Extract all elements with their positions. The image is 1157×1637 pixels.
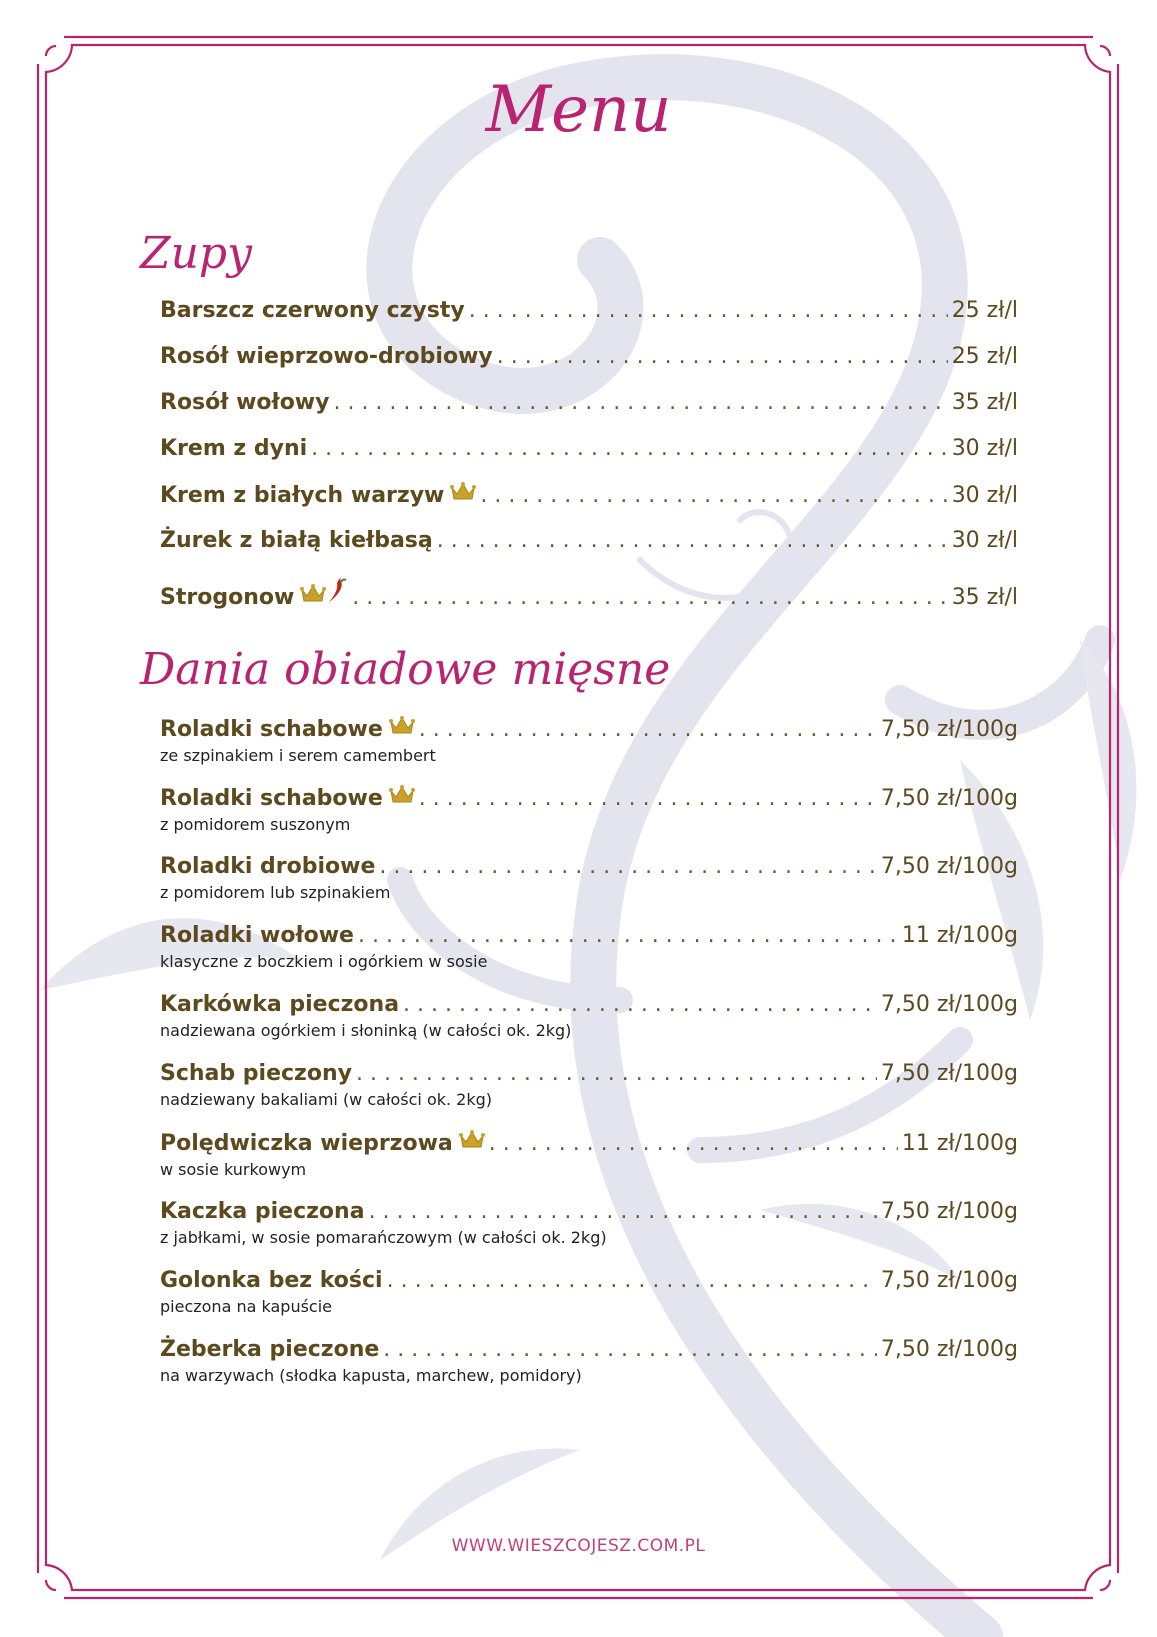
dot-leader xyxy=(311,436,948,461)
menu-item-description: nadziewana ogórkiem i słoninką (w całości ok. 2kg) xyxy=(160,1021,572,1040)
menu-item-description: klasyczne z boczkiem i ogórkiem w sosie xyxy=(160,952,488,971)
menu-item-description: pieczona na kapuście xyxy=(160,1297,332,1316)
menu-item xyxy=(160,785,1018,834)
menu-item-name: Roladki schabowe xyxy=(160,717,383,742)
page-title: Menu xyxy=(485,73,672,147)
menu-item xyxy=(160,992,1018,1040)
menu-item-name: Rosół wieprzowo-drobiowy xyxy=(160,344,493,369)
menu-item xyxy=(160,1199,1018,1247)
crown-icon xyxy=(450,482,476,506)
menu-item xyxy=(160,390,1018,415)
dot-leader xyxy=(480,483,947,508)
item-icons xyxy=(300,574,348,608)
menu-item-name: Kaczka pieczona xyxy=(160,1199,365,1224)
menu-item-price: 11 zł/100g xyxy=(901,923,1018,948)
menu-item-price: 30 zł/l xyxy=(951,483,1018,508)
menu-item-price: 7,50 zł/100g xyxy=(880,1061,1018,1086)
dot-leader xyxy=(356,1061,877,1086)
dot-leader xyxy=(379,854,876,879)
dot-leader xyxy=(352,585,947,610)
menu-item-description: z jabłkami, w sosie pomarańczowym (w całości ok. 2kg) xyxy=(160,1228,607,1247)
section-heading: Zupy xyxy=(140,228,252,279)
menu-item xyxy=(160,1337,1018,1385)
menu-item-price: 35 zł/l xyxy=(951,585,1018,610)
menu-item-name: Krem z białych warzyw xyxy=(160,483,445,508)
menu-item xyxy=(160,344,1018,369)
menu-item-price: 7,50 zł/100g xyxy=(880,786,1018,811)
crown-icon xyxy=(459,1130,485,1154)
dot-leader xyxy=(497,344,948,369)
dot-leader xyxy=(419,786,877,811)
dot-leader xyxy=(333,390,947,415)
menu-item-price: 7,50 zł/100g xyxy=(880,1337,1018,1362)
dot-leader xyxy=(358,923,898,948)
menu-item-name: Roladki drobiowe xyxy=(160,854,376,879)
menu-item xyxy=(160,436,1018,461)
item-icons xyxy=(450,482,476,506)
menu-item-name: Żurek z białą kiełbasą xyxy=(160,528,433,553)
menu-item xyxy=(160,574,1018,610)
menu-item xyxy=(160,1268,1018,1316)
menu-item xyxy=(160,528,1018,553)
menu-item xyxy=(160,1130,1018,1179)
menu-item-name: Strogonow xyxy=(160,585,295,610)
dot-leader xyxy=(387,1268,877,1293)
dot-leader xyxy=(383,1337,877,1362)
section-heading: Dania obiadowe mięsne xyxy=(140,644,671,695)
crown-icon xyxy=(300,584,326,608)
menu-item-name: Golonka bez kości xyxy=(160,1268,383,1293)
menu-item-description: nadziewany bakaliami (w całości ok. 2kg) xyxy=(160,1090,493,1109)
menu-item-price: 25 zł/l xyxy=(951,298,1018,323)
menu-item-price: 7,50 zł/100g xyxy=(880,717,1018,742)
menu-item-price: 7,50 zł/100g xyxy=(880,1268,1018,1293)
menu-item-name: Roladki wołowe xyxy=(160,923,354,948)
menu-item-description: z pomidorem suszonym xyxy=(160,815,351,834)
menu-item-description: w sosie kurkowym xyxy=(160,1160,307,1179)
footer-website: WWW.WIESZCOJESZ.COM.PL xyxy=(451,1536,706,1556)
menu-item xyxy=(160,1061,1018,1109)
menu-item-name: Schab pieczony xyxy=(160,1061,352,1086)
chili-icon xyxy=(326,574,348,608)
menu-item xyxy=(160,923,1018,971)
menu-item xyxy=(160,298,1018,323)
menu-item-name: Rosół wołowy xyxy=(160,390,330,415)
dot-leader xyxy=(369,1199,877,1224)
menu-item xyxy=(160,854,1018,902)
dot-leader xyxy=(437,528,948,553)
item-icons xyxy=(459,1130,485,1154)
crown-icon xyxy=(389,785,415,809)
menu-item-description: z pomidorem lub szpinakiem xyxy=(160,883,391,902)
item-icons xyxy=(389,785,415,809)
dot-leader xyxy=(419,717,877,742)
menu-item-price: 7,50 zł/100g xyxy=(880,1199,1018,1224)
menu-item-price: 25 zł/l xyxy=(951,344,1018,369)
dot-leader xyxy=(469,298,948,323)
menu-item-name: Polędwiczka wieprzowa xyxy=(160,1131,453,1156)
crown-icon xyxy=(389,716,415,740)
menu-item-price: 7,50 zł/100g xyxy=(880,854,1018,879)
menu-item-name: Barszcz czerwony czysty xyxy=(160,298,465,323)
menu-item-description: na warzywach (słodka kapusta, marchew, pomidory) xyxy=(160,1366,582,1385)
dot-leader xyxy=(403,992,877,1017)
menu-item-name: Krem z dyni xyxy=(160,436,308,461)
menu-item-price: 35 zł/l xyxy=(951,390,1018,415)
menu-item-name: Żeberka pieczone xyxy=(160,1337,380,1362)
menu-item xyxy=(160,482,1018,508)
item-icons xyxy=(389,716,415,740)
menu-item-price: 11 zł/100g xyxy=(901,1131,1018,1156)
menu-item-description: ze szpinakiem i serem camembert xyxy=(160,746,436,765)
menu-item xyxy=(160,716,1018,765)
menu-item-name: Karkówka pieczona xyxy=(160,992,400,1017)
menu-item-price: 7,50 zł/100g xyxy=(880,992,1018,1017)
menu-item-name: Roladki schabowe xyxy=(160,786,383,811)
menu-item-price: 30 zł/l xyxy=(951,436,1018,461)
dot-leader xyxy=(489,1131,898,1156)
menu-item-price: 30 zł/l xyxy=(951,528,1018,553)
